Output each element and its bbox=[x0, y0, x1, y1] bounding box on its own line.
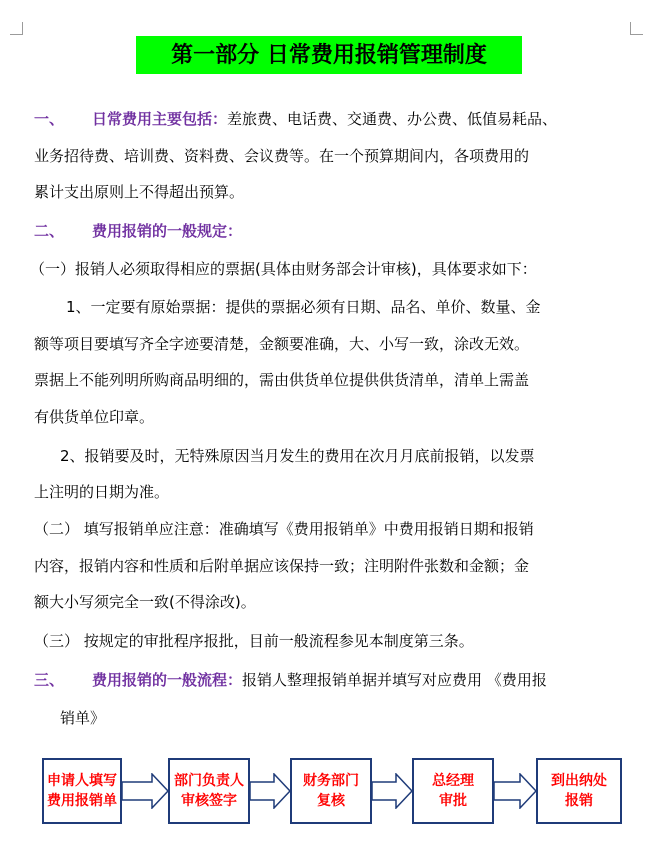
page-title: 第一部分 日常费用报销管理制度 bbox=[136, 36, 522, 74]
flow-arrow-3-icon bbox=[372, 773, 414, 809]
flow-arrow-4-icon bbox=[494, 773, 538, 809]
flow-step-gm-approve bbox=[412, 758, 494, 824]
section-2-item-1: （一）报销人必须取得相应的票据(具体由财务部会计审核)，具体要求如下： bbox=[30, 260, 537, 278]
flow-arrow-2-icon bbox=[250, 773, 292, 809]
section-2-item-2-line-2: 内容，报销内容和性质和后附单据应该保持一致；注明附件张数和金额；金 bbox=[34, 557, 530, 575]
flow-arrow-1-icon bbox=[122, 773, 170, 809]
flow-step-cashier-line-2: 报销 bbox=[565, 793, 593, 809]
section-2-item-1-2-line-2: 上注明的日期为准。 bbox=[34, 483, 170, 501]
section-1-text: 差旅费、电话费、交通费、办公费、低值易耗品、 bbox=[227, 110, 558, 128]
section-3-number: 三、 bbox=[34, 671, 65, 689]
flow-step-finance-check-line-2: 复核 bbox=[317, 793, 345, 809]
section-2-heading: 费用报销的一般规定 bbox=[92, 222, 228, 240]
flow-step-apply-line-1: 申请人填写 bbox=[47, 773, 117, 789]
section-3-line-1: 三、 费用报销的一般流程：报销人整理报销单据并填写对应费用 《费用报 bbox=[34, 671, 547, 689]
section-1-line-3: 累计支出原则上不得超出预算。 bbox=[34, 183, 245, 201]
section-1-heading: 日常费用主要包括 bbox=[92, 110, 213, 128]
section-2-item-1-1-line-2: 额等项目要填写齐全字迹要清楚，金额要准确，大、小写一致，涂改无效。 bbox=[34, 335, 530, 353]
section-1-number: 一、 bbox=[34, 110, 65, 128]
section-2-item-1-2-line-1: 2、报销要及时，无特殊原因当月发生的费用在次月月底前报销，以发票 bbox=[60, 447, 535, 465]
flow-step-finance-check bbox=[290, 758, 372, 824]
flow-step-apply bbox=[42, 758, 122, 824]
page-corner-mark-right bbox=[630, 22, 643, 35]
section-2-item-2-line-3: 额大小写须完全一致(不得涂改)。 bbox=[34, 593, 256, 611]
flow-step-gm-approve-line-2: 审批 bbox=[439, 793, 467, 809]
section-2-item-2-line-1: （二） 填写报销单应注意：准确填写《费用报销单》中费用报销日期和报销 bbox=[34, 520, 534, 538]
section-2-item-1-1-line-4: 有供货单位印章。 bbox=[34, 408, 155, 426]
section-2-number: 二、 bbox=[34, 222, 65, 240]
section-2-item-3: （三） 按规定的审批程序报批，目前一般流程参见本制度第三条。 bbox=[34, 632, 474, 650]
flow-step-cashier bbox=[536, 758, 622, 824]
flow-step-gm-approve-line-1: 总经理 bbox=[432, 773, 474, 789]
section-2-heading-line: 二、 费用报销的一般规定： bbox=[34, 222, 243, 240]
section-3-line-2: 销单》 bbox=[60, 709, 106, 727]
flow-step-dept-review-line-2: 审核签字 bbox=[181, 793, 237, 809]
page-corner-mark-left bbox=[10, 22, 23, 35]
flow-step-dept-review bbox=[168, 758, 250, 824]
section-3-text: 报销人整理报销单据并填写对应费用 《费用报 bbox=[242, 671, 547, 689]
section-1-line-2: 业务招待费、培训费、资料费、会议费等。在一个预算期间内，各项费用的 bbox=[34, 147, 530, 165]
section-2-item-1-1-line-3: 票据上不能列明所购商品明细的，需由供货单位提供供货清单，清单上需盖 bbox=[34, 371, 530, 389]
flow-step-finance-check-line-1: 财务部门 bbox=[303, 773, 359, 789]
flow-step-dept-review-line-1: 部门负责人 bbox=[174, 773, 244, 789]
section-2-item-1-1-line-1: 1、一定要有原始票据：提供的票据必须有日期、品名、单价、数量、金 bbox=[66, 298, 541, 316]
flow-step-apply-line-2: 费用报销单 bbox=[47, 793, 117, 809]
section-1-line-1: 一、 日常费用主要包括：差旅费、电话费、交通费、办公费、低值易耗品、 bbox=[34, 110, 558, 128]
section-3-heading: 费用报销的一般流程 bbox=[92, 671, 228, 689]
flow-step-cashier-line-1: 到出纳处 bbox=[551, 773, 607, 789]
